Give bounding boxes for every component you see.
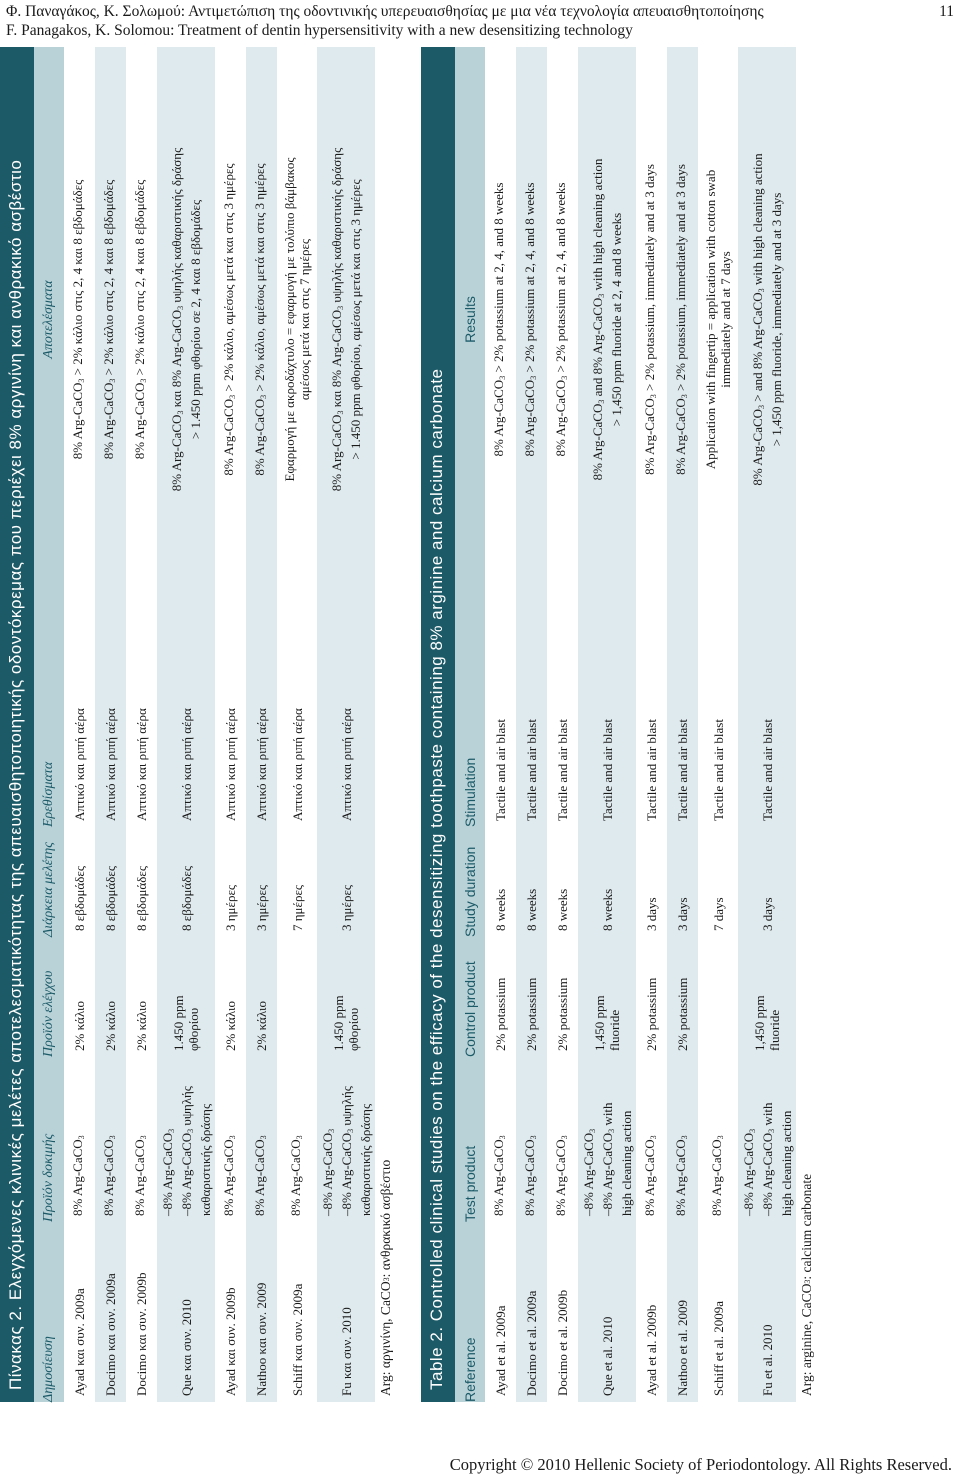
cell-control-product: 2% κάλιο — [134, 1001, 149, 1051]
col-header: Test product — [462, 1145, 478, 1222]
col-header: Stimulation — [462, 757, 478, 827]
copyright: Copyright © 2010 Hellenic Society of Periodontology. All Rights Reserved. — [449, 1455, 952, 1474]
cell-control-product: 2% κάλιο — [254, 1001, 269, 1051]
cell-test-product: 8% Arg-CaCO$_3$ — [673, 1135, 689, 1216]
cell-stimulation: Απτικό και ριπή αέρα — [223, 708, 238, 821]
rotated-tables — [0, 47, 955, 1402]
cell-study-duration: 8 weeks — [493, 888, 508, 931]
table-row — [485, 47, 516, 1402]
table-greek-body — [64, 47, 375, 1402]
cell-stimulation: Tactile and air blast — [493, 719, 508, 821]
cell-results: 8% Arg-CaCO$_3$ > 2% potassium at 2, 4, and 8 weeks — [553, 182, 569, 457]
col-header: Διάρκεια μελέτης — [41, 842, 56, 937]
cell-results: 8% Arg-CaCO$_3$ > 2% κάλιο, αμέσως μετά και στις 3 ημέρες — [252, 163, 268, 476]
cell-reference: Nathoo και συν. 2009 — [254, 1282, 269, 1396]
cell-stimulation: Tactile and air blast — [524, 719, 539, 821]
cell-reference: Docimo et al. 2009a — [524, 1290, 539, 1396]
cell-control-product — [295, 937, 299, 1057]
cell-test-product: 8% Arg-CaCO$_3$ — [70, 1135, 86, 1216]
cell-study-duration: 8 εβδομάδες — [178, 866, 194, 931]
cell-stimulation: Tactile and air blast — [710, 719, 726, 821]
cell-results: 8% Arg-CaCO$_3$ > 2% potassium, immediately and at 3 days — [642, 164, 658, 475]
col-header: Προϊόν ελέγχου — [41, 970, 56, 1057]
cell-control-product: 2% κάλιο — [223, 1001, 238, 1051]
cell-study-duration: 8 εβδομάδες — [103, 866, 118, 931]
cell-stimulation: Tactile and air blast — [599, 719, 615, 821]
table-row — [578, 47, 636, 1402]
cell-stimulation: Απτικό και ριπή αέρα — [254, 708, 269, 821]
table-greek-title: Πίνακας 2. Ελεγχόμενες κλινικές μελέτες αποτελεσματικότητας της απευαισθητοποιητικής οδοντόκρεμας που περιέχει 8% αργινίνη και ανθρακικό ασβέστιο — [0, 47, 34, 1402]
cell-results: 8% Arg-CaCO$_3$ και 8% Arg-CaCO$_3$ υψηλής καθαριστικής δράσης > 1.450 ppm φθορίου, αμέσως μετά και στις 3 ημέρες — [329, 147, 363, 492]
cell-stimulation: Tactile and air blast — [675, 719, 690, 821]
cell-results: 8% Arg-CaCO$_3$ > 2% κάλιο στις 2, 4 και 8 εβδομάδες — [132, 179, 148, 460]
cell-results: 8% Arg-CaCO$_3$ > 2% κάλιο στις 2, 4 και 8 εβδομάδες — [70, 179, 86, 460]
cell-control-product: 2% potassium — [524, 977, 539, 1051]
cell-study-duration: 3 ημέρες — [254, 884, 269, 931]
table-greek-header — [34, 47, 64, 1402]
cell-test-product: 8% Arg-CaCO$_3$ — [101, 1135, 117, 1216]
cell-stimulation: Απτικό και ριπή αέρα — [103, 708, 118, 821]
col-header: Αποτελέσματα — [41, 280, 56, 359]
cell-stimulation: Απτικό και ριπή αέρα — [134, 708, 149, 821]
cell-test-product: 8% Arg-CaCO$_3$ — [132, 1135, 148, 1216]
table-row — [126, 47, 157, 1402]
cell-test-product: 8% Arg-CaCO$_3$ — [221, 1135, 237, 1216]
table-english-header — [455, 47, 485, 1402]
table-english-title: Table 2. Controlled clinical studies on the efficacy of the desensitizing toothpaste containing 8% arginine and calcium carbonate — [421, 47, 455, 1402]
cell-stimulation: Tactile and air blast — [555, 719, 570, 821]
cell-results: Εφαρμογή με ακροδάχτυλο = εφαρμογή με τολύπιο βάμβακος αμέσως μετά και στις 7 ημέρες — [282, 157, 312, 482]
cell-control-product: 2% potassium — [675, 977, 690, 1051]
table-row — [317, 47, 375, 1402]
running-header — [6, 2, 954, 40]
cell-control-product: 1,450 ppm fluoride — [752, 995, 782, 1051]
table-row — [215, 47, 246, 1402]
cell-reference: Nathoo et al. 2009 — [675, 1299, 690, 1396]
cell-reference: Docimo et al. 2009b — [555, 1289, 570, 1396]
table-row — [516, 47, 547, 1402]
cell-stimulation: Tactile and air blast — [759, 719, 775, 821]
cell-reference: Ayad et al. 2009a — [493, 1305, 508, 1396]
cell-control-product: 2% potassium — [493, 977, 508, 1051]
cell-study-duration: 8 εβδομάδες — [72, 866, 87, 931]
cell-control-product: 1.450 ppm φθορίου — [171, 995, 201, 1051]
table-greek-footnote: Arg: αργινίνη, CaCO 3 : ανθρακικό ασβέστιο — [378, 1159, 393, 1396]
col-header: Δημοσίευση — [41, 1336, 56, 1402]
cell-results: Application with fingertip = application with cotton swab immediately and at 7 days — [703, 169, 733, 470]
cell-study-duration: 7 ημέρες — [289, 884, 305, 931]
cell-study-duration: 3 ημέρες — [338, 884, 354, 931]
table-row — [547, 47, 578, 1402]
cell-stimulation: Απτικό και ριπή αέρα — [338, 708, 354, 821]
cell-study-duration: 3 days — [644, 897, 659, 931]
table-english-body — [485, 47, 796, 1402]
cell-test-product: –8% Arg-CaCO$_3$ –8% Arg-CaCO$_3$ υψηλής καθαριστικής δράσης — [319, 1086, 373, 1216]
col-header: Study duration — [462, 846, 478, 937]
cell-stimulation: Απτικό και ριπή αέρα — [178, 708, 194, 821]
cell-study-duration: 8 weeks — [599, 888, 615, 931]
cell-test-product: 8% Arg-CaCO$_3$ — [491, 1135, 507, 1216]
cell-reference: Ayad και συν. 2009a — [72, 1288, 87, 1396]
cell-test-product: –8% Arg-CaCO$_3$ –8% Arg-CaCO$_3$ with high cleaning action — [740, 1102, 794, 1216]
cell-test-product: 8% Arg-CaCO$_3$ — [287, 1135, 304, 1216]
cell-reference: Docimo και συν. 2009b — [134, 1272, 149, 1396]
cell-test-product: 8% Arg-CaCO$_3$ — [252, 1135, 268, 1216]
cell-control-product — [716, 937, 720, 1057]
cell-results: 8% Arg-CaCO$_3$ and 8% Arg-CaCO$_3$ with high cleaning action > 1,450 ppm fluoride at 2, 4 and 8 weeks — [590, 158, 624, 481]
cell-results: 8% Arg-CaCO$_3$ > 2% potassium at 2, 4, and 8 weeks — [522, 182, 538, 457]
cell-study-duration: 7 days — [710, 897, 726, 931]
cell-test-product: –8% Arg-CaCO$_3$ –8% Arg-CaCO$_3$ with high cleaning action — [580, 1102, 634, 1216]
cell-reference: Schiff και συν. 2009a — [289, 1283, 305, 1396]
cell-results: 8% Arg-CaCO$_3$ > 2% κάλιο στις 2, 4 και 8 εβδομάδες — [101, 179, 117, 460]
table-greek — [0, 47, 397, 1402]
cell-test-product: 8% Arg-CaCO$_3$ — [642, 1135, 658, 1216]
page-number: 11 — [939, 3, 954, 20]
table-row — [738, 47, 796, 1402]
cell-test-product: 8% Arg-CaCO$_3$ — [708, 1135, 725, 1216]
cell-results: 8% Arg-CaCO$_3$ > and 8% Arg-CaCO$_3$ with high cleaning action > 1,450 ppm fluoride, immediately and at 3 days — [750, 153, 784, 486]
col-header: Results — [462, 296, 478, 343]
table-row — [667, 47, 698, 1402]
col-header: Control product — [462, 961, 478, 1057]
cell-control-product: 1.450 ppm φθορίου — [331, 995, 361, 1051]
cell-reference: Que et al. 2010 — [599, 1316, 615, 1396]
cell-control-product: 1,450 ppm fluoride — [592, 995, 622, 1051]
cell-results: 8% Arg-CaCO$_3$ > 2% κάλιο, αμέσως μετά και στις 3 ημέρες — [221, 163, 237, 476]
cell-reference: Que και συν. 2010 — [178, 1299, 194, 1396]
table-row — [157, 47, 215, 1402]
table-english-footnote: Arg: arginine, CaCO 3 : calcium carbonate — [799, 1173, 814, 1396]
cell-reference: Ayad et al. 2009b — [644, 1304, 659, 1396]
col-header: Προϊόν δοκιμής — [41, 1133, 56, 1222]
cell-stimulation: Απτικό και ριπή αέρα — [72, 708, 87, 821]
table-english — [421, 47, 818, 1402]
cell-study-duration: 8 εβδομάδες — [134, 866, 149, 931]
cell-study-duration: 3 days — [675, 897, 690, 931]
cell-stimulation: Tactile and air blast — [644, 719, 659, 821]
cell-results: 8% Arg-CaCO$_3$ > 2% potassium, immediately and at 3 days — [673, 164, 689, 475]
cell-test-product: 8% Arg-CaCO$_3$ — [553, 1135, 569, 1216]
table-row — [246, 47, 277, 1402]
cell-test-product: 8% Arg-CaCO$_3$ — [522, 1135, 538, 1216]
header-greek: Φ. Παναγάκος, Κ. Σολωμού: Αντιμετώπιση της οδοντινικής υπερευαισθησίας με μια νέα τεχνολογία απευαισθητοποίησης — [6, 3, 764, 20]
cell-study-duration: 8 weeks — [555, 888, 570, 931]
cell-reference: Fu και συν. 2010 — [338, 1307, 354, 1396]
table-row — [636, 47, 667, 1402]
cell-control-product: 2% potassium — [644, 977, 659, 1051]
col-header: Ερεθίσματα — [41, 761, 56, 827]
cell-results: 8% Arg-CaCO$_3$ και 8% Arg-CaCO$_3$ υψηλής καθαριστικής δράσης > 1.450 ppm φθορίου σε 2, 4 και 8 εβδομάδες — [169, 147, 203, 492]
cell-control-product: 2% potassium — [555, 977, 570, 1051]
table-row — [277, 47, 317, 1402]
cell-reference: Fu et al. 2010 — [759, 1324, 775, 1396]
cell-results: 8% Arg-CaCO$_3$ > 2% potassium at 2, 4, and 8 weeks — [491, 182, 507, 457]
cell-study-duration: 3 ημέρες — [223, 884, 238, 931]
cell-reference: Ayad και συν. 2009b — [223, 1287, 238, 1396]
header-english: F. Panagakos, K. Solomou: Treatment of dentin hypersensitivity with a new desensitizing technology — [6, 22, 633, 39]
table-row — [64, 47, 95, 1402]
cell-control-product: 2% κάλιο — [103, 1001, 118, 1051]
cell-reference: Docimo και συν. 2009a — [103, 1273, 118, 1396]
cell-stimulation: Απτικό και ριπή αέρα — [289, 708, 305, 821]
cell-reference: Schiff et al. 2009a — [710, 1300, 726, 1396]
cell-study-duration: 3 days — [759, 897, 775, 931]
col-header: Reference — [462, 1337, 478, 1402]
table-row — [698, 47, 738, 1402]
table-row — [95, 47, 126, 1402]
cell-study-duration: 8 weeks — [524, 888, 539, 931]
cell-control-product: 2% κάλιο — [72, 1001, 87, 1051]
cell-test-product: –8% Arg-CaCO$_3$ –8% Arg-CaCO$_3$ υψηλής καθαριστικής δράσης — [159, 1086, 213, 1216]
